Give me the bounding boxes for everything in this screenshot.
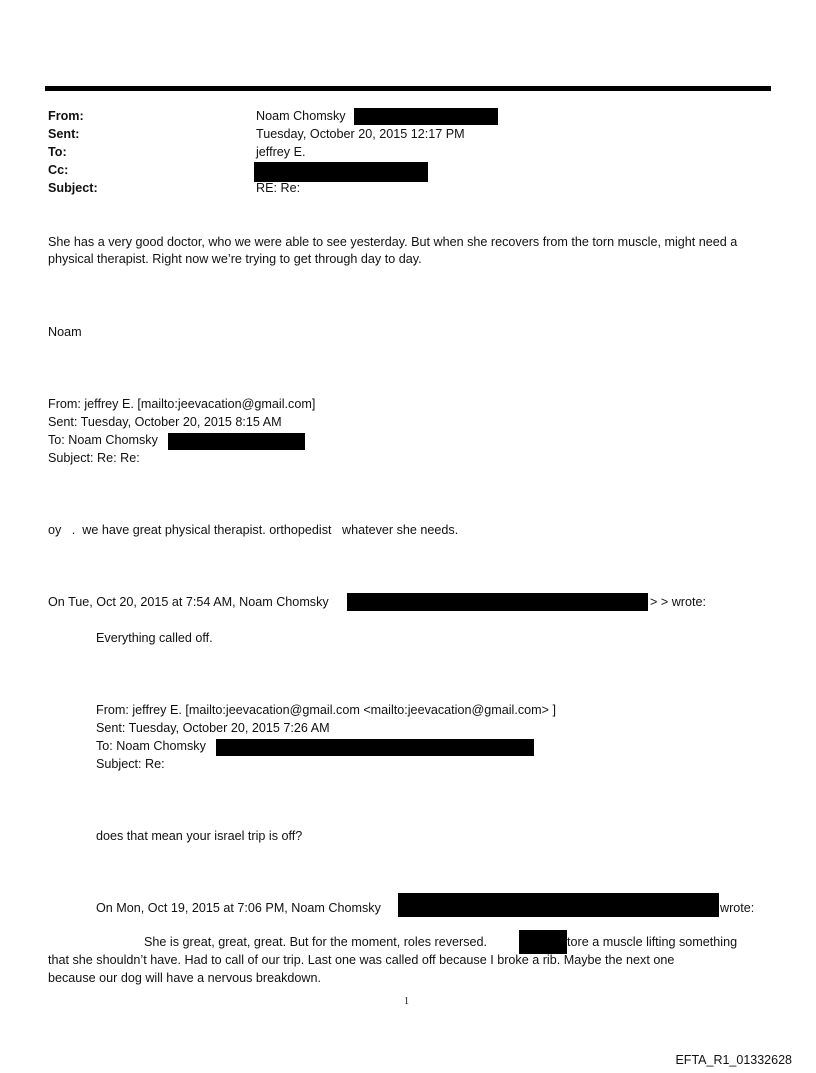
- subject-label: Subject:: [48, 181, 98, 195]
- sent-value: Tuesday, October 20, 2015 12:17 PM: [256, 127, 465, 141]
- reply-message: oy . we have great physical therapist. orthopedist whatever she needs.: [48, 523, 459, 537]
- from-value: Noam Chomsky: [256, 109, 346, 123]
- redaction-box: [354, 108, 498, 125]
- sent-label: Sent:: [48, 127, 80, 141]
- quoted-from: From: jeffrey E. [mailto:jeevacation@gmail.com <mailto:jeevacation@gmail.com> ]: [96, 703, 556, 717]
- quoted-question: does that mean your israel trip is off?: [96, 829, 303, 843]
- quoted2-line1b: tore a muscle lifting something: [567, 935, 738, 949]
- redaction-box: [216, 739, 534, 756]
- quoted2-line1a: She is great, great, great. But for the moment, roles reversed.: [144, 935, 487, 949]
- from-label: From:: [48, 109, 84, 123]
- quoted2-line3: because our dog will have a nervous breakdown.: [48, 971, 322, 985]
- to-value: jeffrey E.: [256, 145, 306, 159]
- body-paragraph: She has a very good doctor, who we were able to see yesterday. But when she recovers from the torn muscle, might need a physical therapist. Right now we’re trying to get through day to day.: [48, 235, 738, 266]
- redaction-box: [398, 893, 719, 917]
- quoted-sent: Sent: Tuesday, October 20, 2015 7:26 AM: [96, 721, 330, 735]
- quoted-to: To: Noam Chomsky: [96, 739, 206, 753]
- redaction-box: [168, 433, 305, 450]
- redaction-box: [519, 930, 567, 954]
- page-number: 1: [404, 996, 409, 1007]
- quoted2-line2: that she shouldn’t have. Had to call of our trip. Last one was called off because I broke a rib. Maybe the next one: [48, 953, 675, 967]
- reply-from: From: jeffrey E. [mailto:jeevacation@gmail.com]: [48, 397, 316, 411]
- header-rule: [45, 86, 771, 91]
- quote-intro: On Tue, Oct 20, 2015 at 7:54 AM, Noam Chomsky: [48, 595, 329, 609]
- reply-sent: Sent: Tuesday, October 20, 2015 8:15 AM: [48, 415, 282, 429]
- cc-label: Cc:: [48, 163, 69, 177]
- redaction-box: [254, 162, 428, 182]
- to-label: To:: [48, 145, 67, 159]
- quote-wrote-2: wrote:: [720, 901, 755, 915]
- subject-value: RE: Re:: [256, 181, 301, 195]
- quoted-message: Everything called off.: [96, 631, 213, 645]
- quote-wrote: > > wrote:: [650, 595, 707, 609]
- reply-subject: Subject: Re: Re:: [48, 451, 140, 465]
- bates-number: EFTA_R1_01332628: [675, 1053, 792, 1067]
- signature: Noam: [48, 325, 82, 339]
- quoted-subject: Subject: Re:: [96, 757, 165, 771]
- reply-to: To: Noam Chomsky: [48, 433, 158, 447]
- redaction-box: [347, 593, 648, 611]
- quote-intro-2: On Mon, Oct 19, 2015 at 7:06 PM, Noam Chomsky: [96, 901, 381, 915]
